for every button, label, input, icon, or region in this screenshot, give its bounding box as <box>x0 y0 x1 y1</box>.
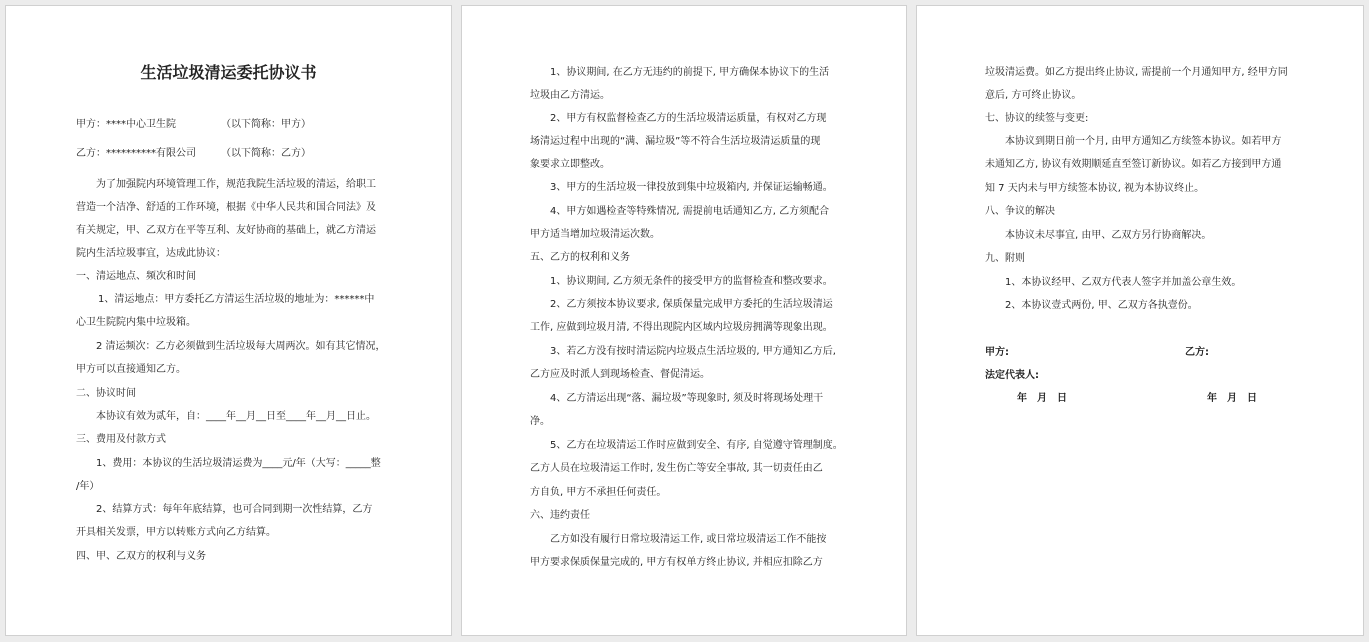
section-heading: 五、乙方的权利和义务 <box>530 252 630 263</box>
paragraph-line: 场清运过程中出现的“满、漏垃圾”等不符合生活垃圾清运质量的现 <box>530 136 821 147</box>
paragraph-line: 乙方应及时派人到现场检查、督促清运。 <box>530 369 710 380</box>
paragraph-line: 1、费用：本协议的生活垃圾清运费为____元/年（大写：_____整 <box>96 458 381 469</box>
signature-date-b: 年 月 日 <box>1207 393 1257 404</box>
signature-legal-rep: 法定代表人: <box>985 370 1039 381</box>
paragraph-line: 1、本协议经甲、乙双方代表人签字并加盖公章生效。 <box>1005 277 1242 288</box>
paragraph-line: 意后, 方可终止协议。 <box>985 90 1082 101</box>
section-heading: 八、争议的解决 <box>985 206 1055 217</box>
paragraph-line: 本协议未尽事宜, 由甲、乙双方另行协商解决。 <box>1005 230 1212 241</box>
paragraph-line: 4、甲方如遇检查等特殊情况, 需提前电话通知乙方, 乙方须配合 <box>550 206 830 217</box>
paragraph-line: 垃圾清运费。如乙方提出终止协议, 需提前一个月通知甲方, 经甲方同 <box>985 67 1288 78</box>
party-b-line: 乙方：**********有限公司 （以下简称：乙方） <box>76 148 311 159</box>
paragraph-line: 甲方可以直接通知乙方。 <box>76 364 186 375</box>
paragraph-line: 本协议有效为贰年，自：____年__月__日至____年__月__日止。 <box>96 411 376 422</box>
section-heading: 一、清运地点、频次和时间 <box>76 271 196 282</box>
paragraph-line: 象要求立即整改。 <box>530 159 610 170</box>
section-heading: 三、费用及付款方式 <box>76 434 166 445</box>
paragraph-line: 为了加强院内环境管理工作，规范我院生活垃圾的清运，给职工 <box>96 179 376 190</box>
paragraph-line: 2、乙方须按本协议要求, 保质保量完成甲方委托的生活垃圾清运 <box>550 299 833 310</box>
paragraph-line: 乙方如没有履行日常垃圾清运工作, 或日常垃圾清运工作不能按 <box>550 534 827 545</box>
section-heading: 四、甲、乙双方的权利与义务 <box>76 551 206 562</box>
paragraph-line: 1、协议期间, 乙方须无条件的接受甲方的监督检查和整改要求。 <box>550 276 833 287</box>
paragraph-line: 甲方适当增加垃圾清运次数。 <box>530 229 660 240</box>
section-heading: 二、协议时间 <box>76 388 136 399</box>
paragraph-line: 2、结算方式：每年年底结算，也可合同到期一次性结算，乙方 <box>96 504 373 515</box>
signature-date-a: 年 月 日 <box>1017 393 1067 404</box>
paragraph-line: 1、清运地点：甲方委托乙方清运生活垃圾的地址为：******中 <box>98 294 375 305</box>
paragraph-line: 垃圾由乙方清运。 <box>530 90 610 101</box>
paragraph-line: 工作, 应做到垃圾月清, 不得出现院内区域内垃圾房拥满等现象出现。 <box>530 322 833 333</box>
paragraph-line: 5、乙方在垃圾清运工作时应做到安全、有序, 自觉遵守管理制度。 <box>550 440 843 451</box>
section-heading: 九、附则 <box>985 253 1025 264</box>
document-page-2 <box>461 5 907 636</box>
paragraph-line: 3、若乙方没有按时清运院内垃圾点生活垃圾的, 甲方通知乙方后, <box>550 346 836 357</box>
section-heading: 七、协议的续签与变更: <box>985 113 1089 124</box>
signature-party-a: 甲方: <box>985 347 1009 358</box>
party-a-line: 甲方：****中心卫生院 （以下简称：甲方） <box>76 119 311 130</box>
section-heading: 六、违约责任 <box>530 510 590 521</box>
document-page-3 <box>916 5 1364 636</box>
paragraph-line: 营造一个洁净、舒适的工作环境，根据《中华人民共和国合同法》及 <box>76 202 376 213</box>
document-title: 生活垃圾清运委托协议书 <box>140 63 317 82</box>
paragraph-line: 知 7 天内未与甲方续签本协议, 视为本协议终止。 <box>985 183 1205 194</box>
paragraph-line: 4、乙方清运出现“落、漏垃圾”等现象时, 须及时将现场处理干 <box>550 393 824 404</box>
paragraph-line: 3、甲方的生活垃圾一律投放到集中垃圾箱内, 并保证运输畅通。 <box>550 182 833 193</box>
paragraph-line: 开具相关发票，甲方以转账方式向乙方结算。 <box>76 527 276 538</box>
paragraph-line: 1、协议期间, 在乙方无违约的前提下, 甲方确保本协议下的生活 <box>550 67 830 78</box>
paragraph-line: 方自负, 甲方不承担任何责任。 <box>530 487 667 498</box>
paragraph-line: 本协议到期日前一个月, 由甲方通知乙方续签本协议。如若甲方 <box>1005 136 1282 147</box>
paragraph-line: 心卫生院院内集中垃圾箱。 <box>76 317 196 328</box>
paragraph-line: 甲方要求保质保量完成的, 甲方有权单方终止协议, 并相应扣除乙方 <box>530 557 823 568</box>
paragraph-line: 乙方人员在垃圾清运工作时, 发生伤亡等安全事故, 其一切责任由乙 <box>530 463 823 474</box>
paragraph-line: 未通知乙方, 协议有效期顺延直至签订新协议。如若乙方接到甲方通 <box>985 159 1282 170</box>
document-page-1 <box>5 5 452 636</box>
paragraph-line: 有关规定，甲、乙双方在平等互利、友好协商的基础上，就乙方清运 <box>76 225 376 236</box>
signature-party-b: 乙方: <box>1185 347 1209 358</box>
paragraph-line: 2 清运频次：乙方必须做到生活垃圾每大周两次。如有其它情况， <box>96 341 386 352</box>
paragraph-line: /年） <box>76 481 100 492</box>
paragraph-line: 2、本协议壹式两份, 甲、乙双方各执壹份。 <box>1005 300 1198 311</box>
paragraph-line: 净。 <box>530 416 550 427</box>
paragraph-line: 2、甲方有权监督检查乙方的生活垃圾清运质量，有权对乙方现 <box>550 113 827 124</box>
paragraph-line: 院内生活垃圾事宜，达成此协议： <box>76 248 226 259</box>
